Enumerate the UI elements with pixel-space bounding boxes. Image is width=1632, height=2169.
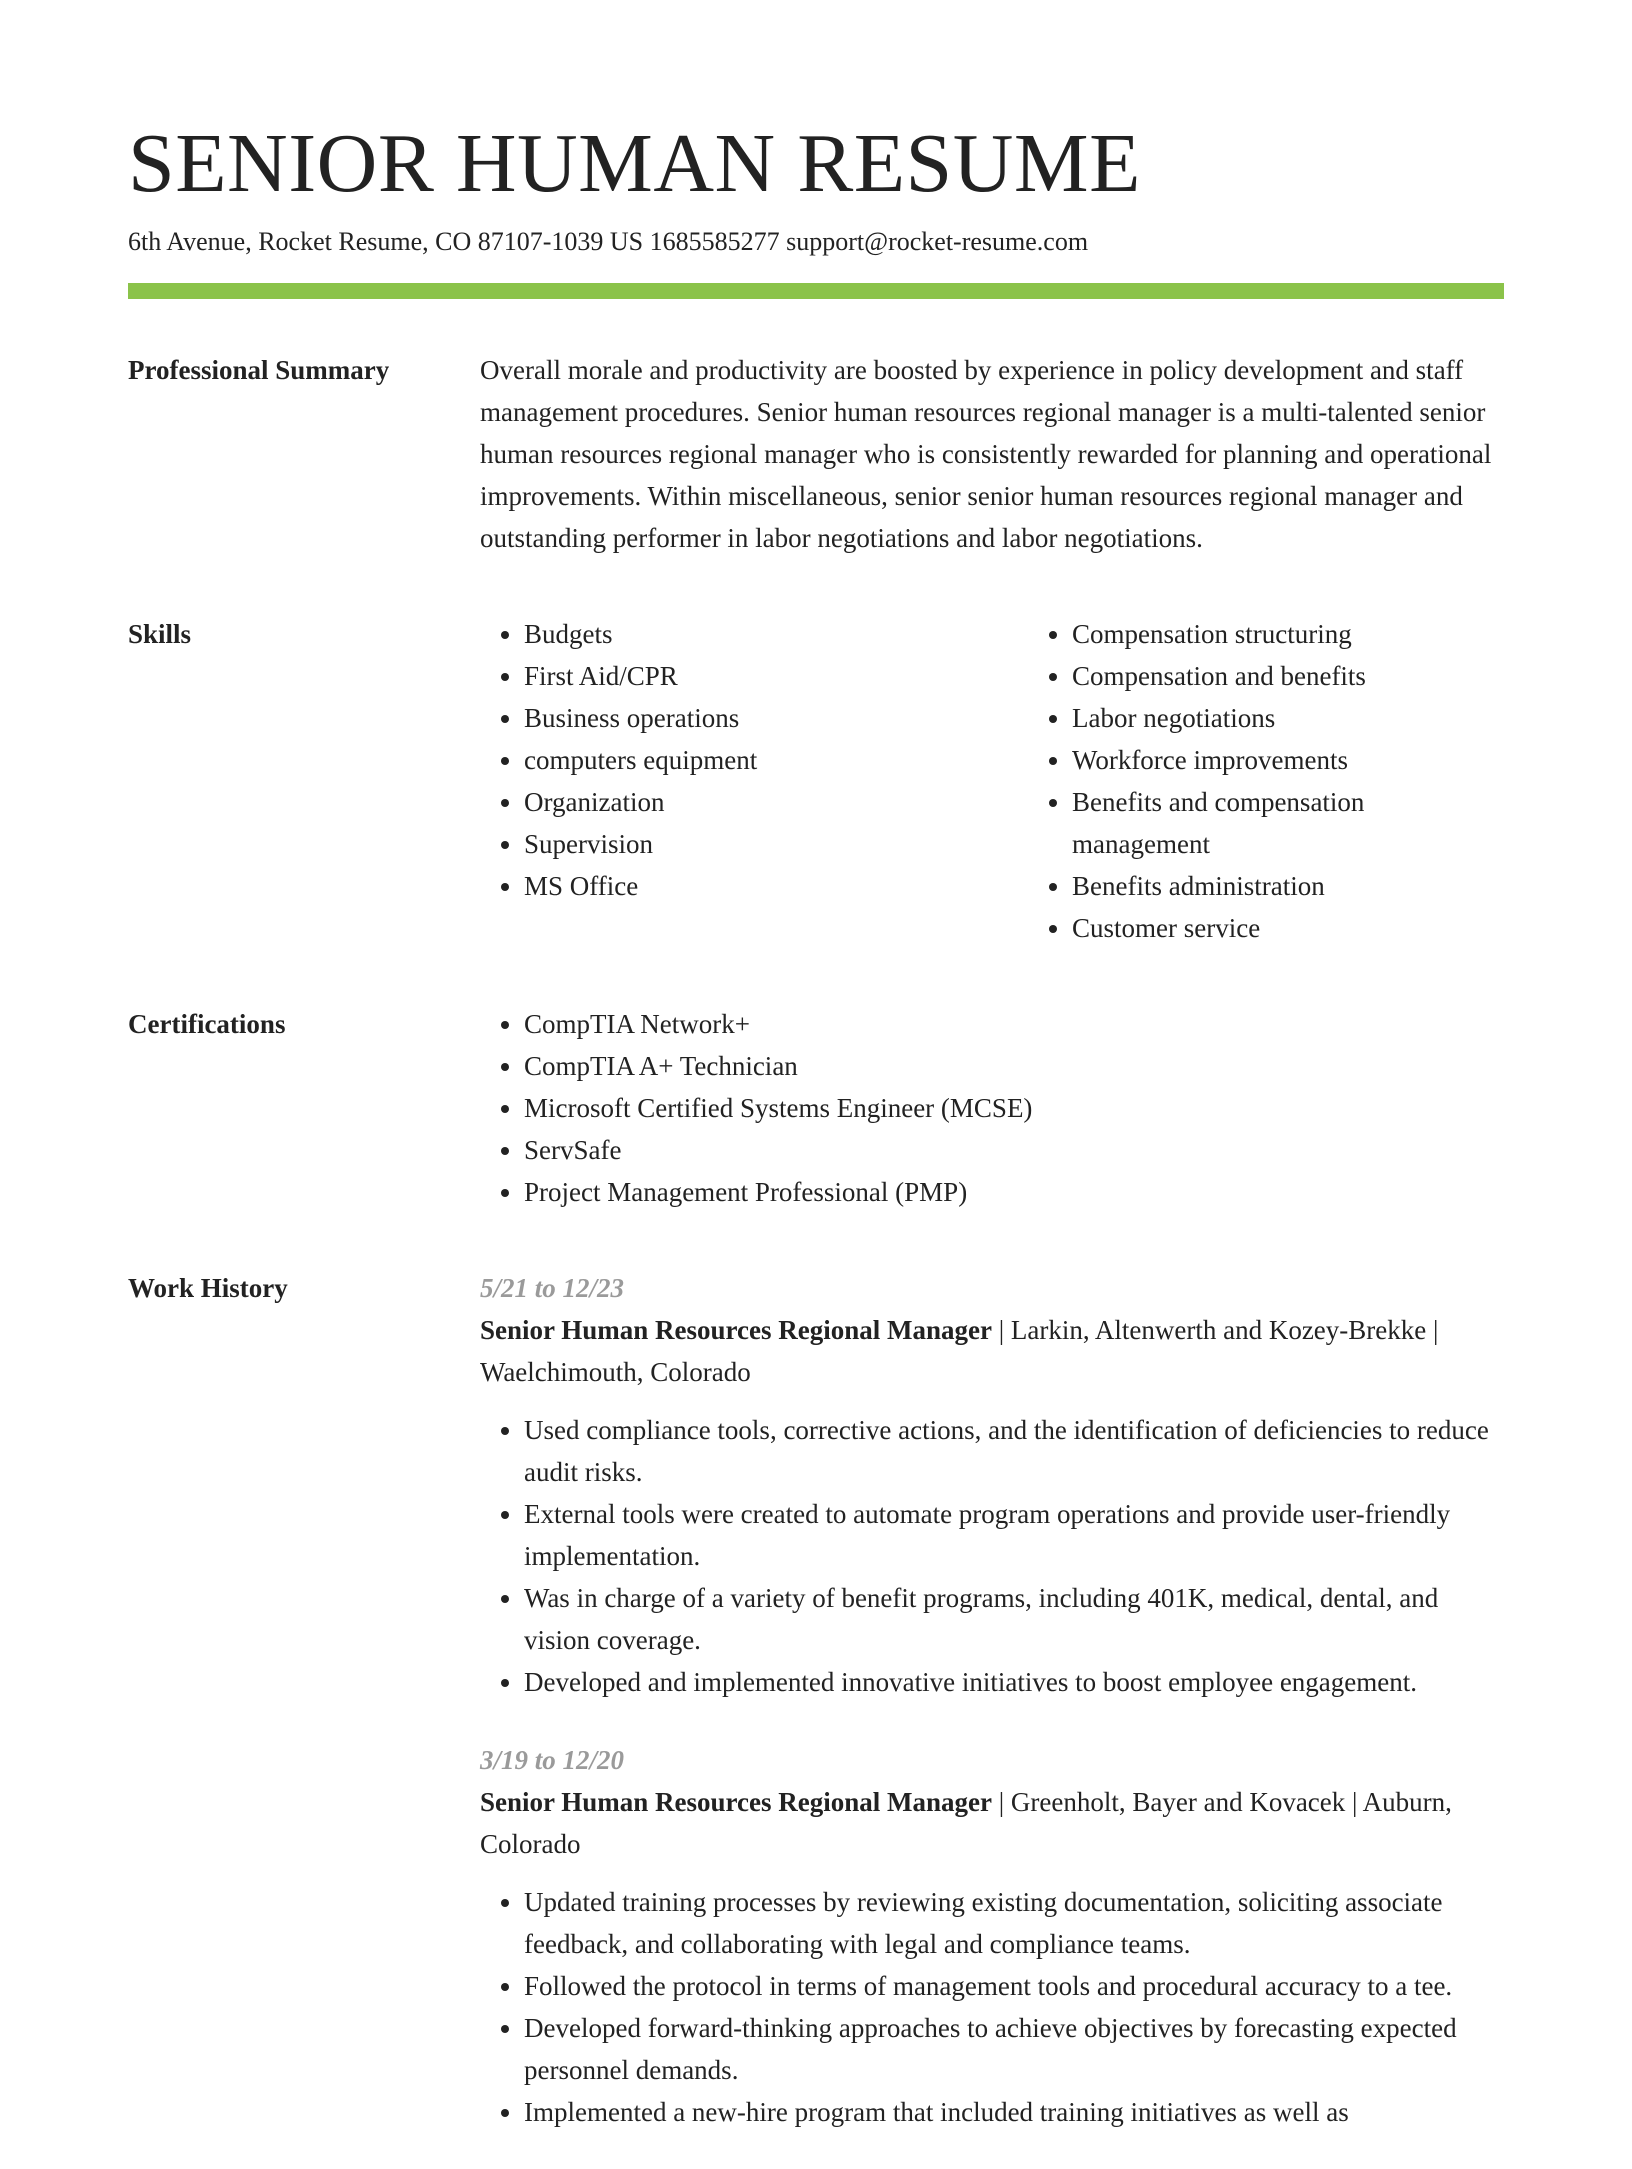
section-professional-summary <box>128 349 1504 559</box>
skill-item: • Benefits and compensation management <box>1072 781 1504 865</box>
certifications-list <box>480 1003 1504 1213</box>
skill-item: • Budgets <box>524 613 1028 655</box>
job-bullet: • Used compliance tools, corrective actions, and the identification of deficiencies to reduce audit risks. <box>524 1409 1504 1493</box>
job-entry <box>480 1267 1504 1703</box>
section-work-history <box>128 1267 1504 2169</box>
resume-page <box>128 118 1504 2169</box>
job-company-location: | Greenholt, Bayer and Kovacek | Auburn, Colorado <box>480 1786 1452 1859</box>
job-company-location: | Larkin, Altenwerth and Kozey-Brekke | Waelchimouth, Colorado <box>480 1314 1439 1387</box>
job-heading <box>480 1781 1504 1865</box>
skill-item: • Business operations <box>524 697 1028 739</box>
accent-divider <box>128 283 1504 299</box>
job-bullets <box>480 1409 1504 1703</box>
job-bullet: • Developed and implemented innovative initiatives to boost employee engagement. <box>524 1661 1504 1703</box>
job-dates: 3/19 to 12/20 <box>480 1744 625 1775</box>
section-label-work-history: Work History <box>128 1272 288 1303</box>
job-title: Senior Human Resources Regional Manager <box>480 1314 992 1345</box>
certification-item: • CompTIA Network+ <box>524 1003 1504 1045</box>
job-bullets <box>480 1881 1504 2133</box>
skill-item: • Workforce improvements <box>1072 739 1504 781</box>
job-title: Senior Human Resources Regional Manager <box>480 1786 992 1817</box>
skill-item: • Compensation and benefits <box>1072 655 1504 697</box>
certification-item: • Project Management Professional (PMP) <box>524 1171 1504 1213</box>
skill-item: • First Aid/CPR <box>524 655 1028 697</box>
section-label-summary: Professional Summary <box>128 354 390 385</box>
skill-item: • Benefits administration <box>1072 865 1504 907</box>
section-certifications <box>128 1003 1504 1213</box>
resume-title: SENIOR HUMAN RESUME <box>128 117 1141 210</box>
job-bullet: • External tools were created to automate program operations and provide user-friendly implementation. <box>524 1493 1504 1577</box>
skill-item: • Supervision <box>524 823 1028 865</box>
skill-item: • MS Office <box>524 865 1028 907</box>
skill-item: • Customer service <box>1072 907 1504 949</box>
job-entry <box>480 1739 1504 2133</box>
skills-list-left <box>480 613 1028 949</box>
skill-item: • Labor negotiations <box>1072 697 1504 739</box>
job-bullet: • Implemented a new-hire program that included training initiatives as well as <box>524 2091 1504 2133</box>
section-label-skills: Skills <box>128 618 192 649</box>
job-bullet: • Updated training processes by reviewing existing documentation, soliciting associate feedback, and collaborating with legal and compliance teams. <box>524 1881 1504 1965</box>
certification-item: • ServSafe <box>524 1129 1504 1171</box>
section-label-certifications: Certifications <box>128 1008 286 1039</box>
summary-text: Overall morale and productivity are boosted by experience in policy development and staff management procedures. Senior human resources regional manager is a multi-talented senior human resources regional manager who is consistently rewarded for planning and operational improvements. Within miscellaneous, senior senior human resources regional manager and outstanding performer in labor negotiations and labor negotiations. <box>480 354 1492 553</box>
skill-item: • computers equipment <box>524 739 1028 781</box>
job-dates: 5/21 to 12/23 <box>480 1272 625 1303</box>
skill-item: • Compensation structuring <box>1072 613 1504 655</box>
job-bullet: • Followed the protocol in terms of management tools and procedural accuracy to a tee. <box>524 1965 1504 2007</box>
skill-item: • Organization <box>524 781 1028 823</box>
job-heading <box>480 1309 1504 1393</box>
skills-list-right <box>1028 613 1504 949</box>
section-skills <box>128 613 1504 949</box>
contact-line: 6th Avenue, Rocket Resume, CO 87107-1039 US 1685585277 support@rocket-resume.com <box>128 227 1089 257</box>
job-bullet: • Was in charge of a variety of benefit programs, including 401K, medical, dental, and vision coverage. <box>524 1577 1504 1661</box>
certification-item: • CompTIA A+ Technician <box>524 1045 1504 1087</box>
job-bullet: • Developed forward-thinking approaches to achieve objectives by forecasting expected personnel demands. <box>524 2007 1504 2091</box>
certification-item: • Microsoft Certified Systems Engineer (MCSE) <box>524 1087 1504 1129</box>
